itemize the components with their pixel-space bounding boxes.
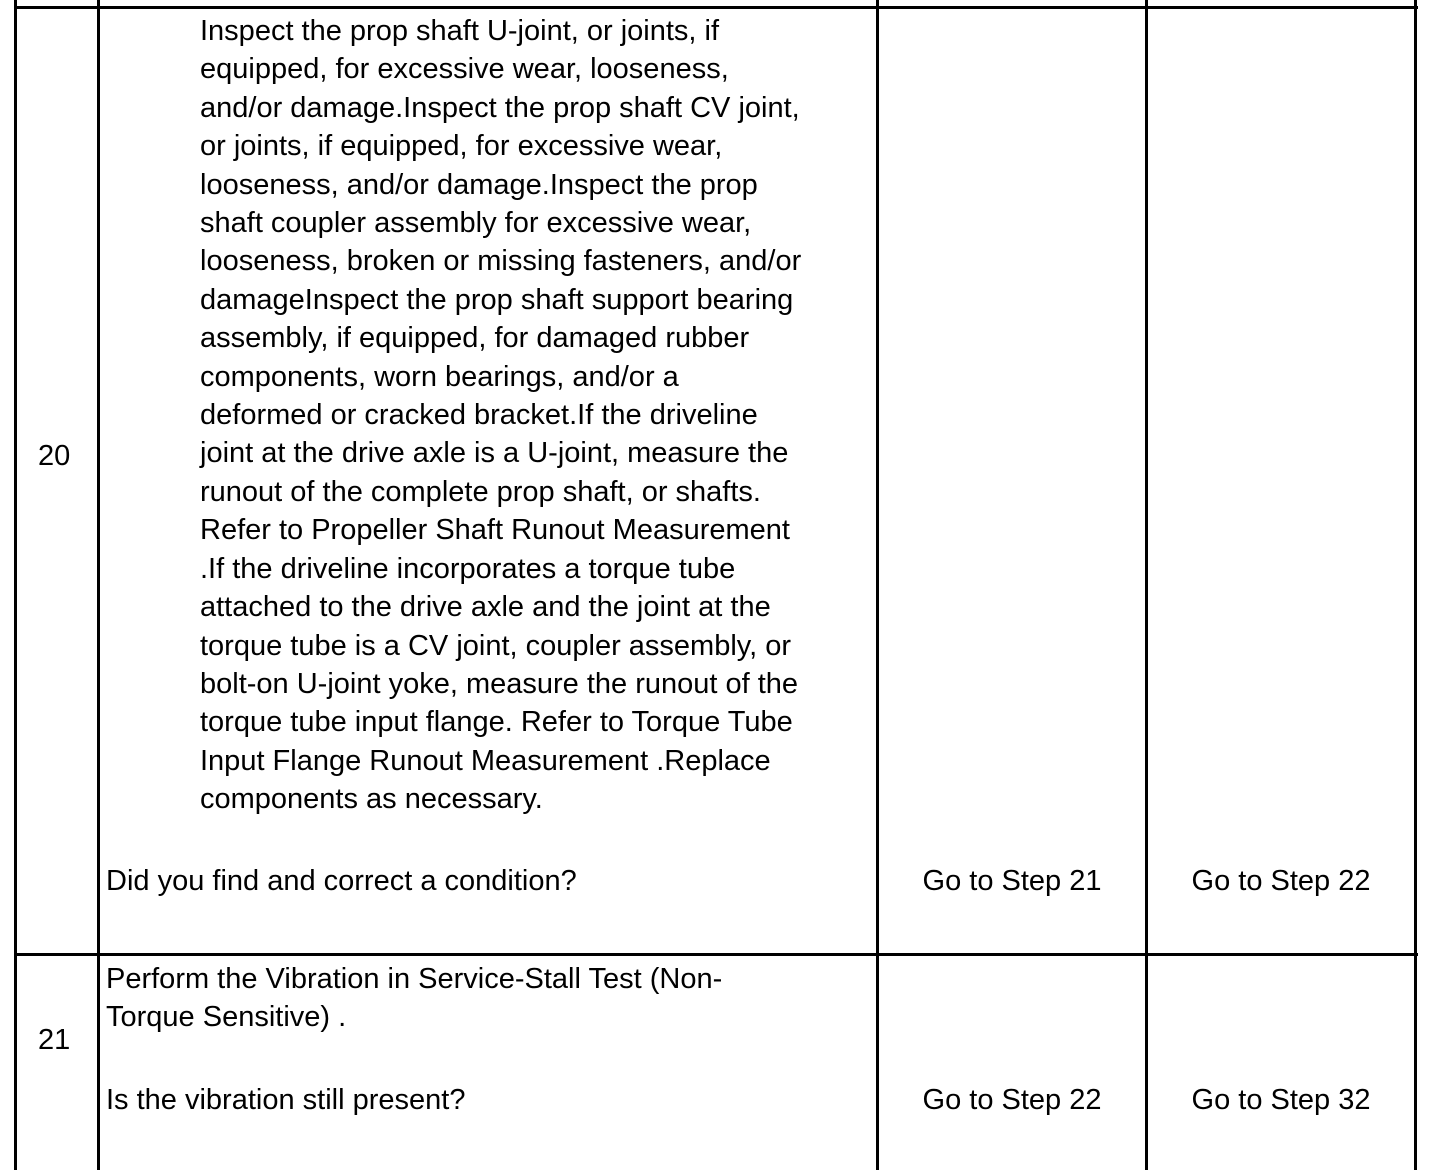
column-divider-yes [1145,0,1148,1170]
instruction-line: Input Flange Runout Measurement .Replace [200,744,771,777]
row-divider-middle [14,953,1418,956]
no-result [1148,1081,1414,1119]
no-result-text: Go to Step 32 [1191,1084,1371,1116]
instruction-line: looseness, and/or damage.Inspect the prop [200,168,758,201]
instruction-line: attached to the drive axle and the joint at the [200,591,771,624]
question-text: Did you find and correct a condition? [106,865,577,897]
no-result-text: Go to Step 22 [1191,865,1371,897]
instruction-line: components, worn bearings, and/or a [200,360,679,393]
column-divider-action [876,0,879,1170]
instruction-line: .If the driveline incorporates a torque tube [200,552,736,585]
yes-result-text: Go to Step 22 [922,1084,1102,1116]
instruction-line: Refer to Propeller Shaft Runout Measurement [200,514,790,547]
table-row [38,1021,93,1059]
no-result [1148,862,1414,900]
instruction-line: joint at the drive axle is a U-joint, measure the [200,437,789,470]
instruction-line: Torque Sensitive) . [106,1001,347,1034]
instruction-line: or joints, if equipped, for excessive wear, [200,130,723,163]
column-divider-step [97,0,100,1170]
instruction-line: Perform the Vibration in Service-Stall Test (Non- [106,963,723,995]
question-text: Is the vibration still present? [106,1084,466,1116]
instruction-line: bolt-on U-joint yoke, measure the runout of the [200,667,799,700]
step-instruction [106,960,866,1037]
instruction-line: assembly, if equipped, for damaged rubber [200,322,750,355]
step-question [106,1081,866,1119]
row-divider-top [14,6,1418,9]
instruction-line: torque tube is a CV joint, coupler assembly, or [200,629,792,662]
table-border-left [14,0,17,1170]
step-number: 20 [38,440,71,472]
instruction-line: torque tube input flange. Refer to Torque Tube [200,706,793,739]
instruction-line: equipped, for excessive wear, looseness, [200,53,729,86]
yes-result [879,1081,1145,1119]
step-instruction [200,12,875,819]
instruction-line: looseness, broken or missing fasteners, and/or [200,245,802,278]
step-number: 21 [38,1024,71,1056]
instruction-line: deformed or cracked bracket.If the driveline [200,399,758,432]
table-border-right [1414,0,1417,1170]
table-row [38,437,93,475]
instruction-line: Inspect the prop shaft U-joint, or joints, if [200,15,720,47]
instruction-line: components as necessary. [200,783,543,816]
instruction-line: damageInspect the prop shaft support bearing [200,283,794,316]
yes-result [879,862,1145,900]
instruction-line: runout of the complete prop shaft, or shafts. [200,475,761,508]
yes-result-text: Go to Step 21 [922,865,1102,897]
instruction-line: and/or damage.Inspect the prop shaft CV joint, [200,91,800,124]
step-question [106,862,866,900]
instruction-line: shaft coupler assembly for excessive wear, [200,207,752,240]
